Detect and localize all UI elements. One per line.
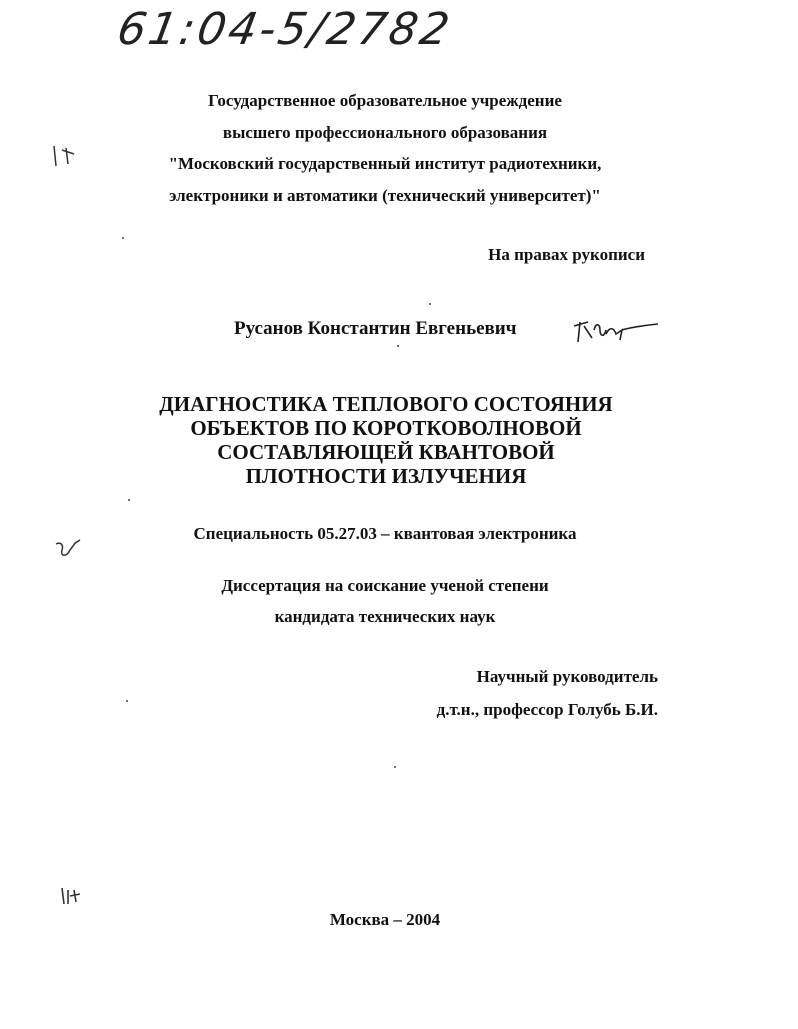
margin-mark-2	[52, 536, 86, 562]
city-year: Москва – 2004	[329, 910, 441, 929]
supervisor-name: д.т.н., профессор Голубь Б.И.	[436, 700, 658, 719]
scan-speck	[126, 700, 128, 702]
institution-line-4: электроники и автоматики (технический университет)"	[169, 186, 601, 205]
author-name: Русанов Константин Евгеньевич	[234, 318, 517, 339]
scan-speck	[397, 345, 399, 347]
scan-speck	[429, 303, 431, 305]
dissertation-degree-line-1: Диссертация на соискание ученой степени	[221, 576, 549, 595]
dissertation-degree-line-2: кандидата технических наук	[274, 607, 496, 626]
supervisor-label: Научный руководитель	[476, 667, 658, 686]
margin-mark-1	[48, 140, 82, 170]
archive-number-handwritten: 61:04-5/2782	[113, 4, 456, 55]
margin-mark-3	[56, 884, 84, 908]
specialty-line: Специальность 05.27.03 – квантовая электроника	[193, 524, 577, 543]
scan-speck	[394, 766, 396, 768]
title-line-2: ОБЪЕКТОВ ПО КОРОТКОВОЛНОВОЙ	[190, 416, 582, 440]
author-signature	[570, 312, 662, 348]
manuscript-rights-label: На правах рукописи	[488, 245, 645, 264]
institution-line-1: Государственное образовательное учреждение	[208, 91, 562, 110]
title-line-3: СОСТАВЛЯЮЩЕЙ КВАНТОВОЙ	[217, 440, 555, 464]
institution-line-2: высшего профессионального образования	[222, 123, 548, 142]
title-line-1: ДИАГНОСТИКА ТЕПЛОВОГО СОСТОЯНИЯ	[159, 392, 613, 416]
title-line-4: ПЛОТНОСТИ ИЗЛУЧЕНИЯ	[245, 464, 527, 488]
scan-speck	[122, 237, 124, 239]
institution-line-3: "Московский государственный институт радиотехники,	[168, 154, 602, 173]
scan-speck	[128, 499, 130, 501]
dissertation-title	[0, 392, 772, 488]
